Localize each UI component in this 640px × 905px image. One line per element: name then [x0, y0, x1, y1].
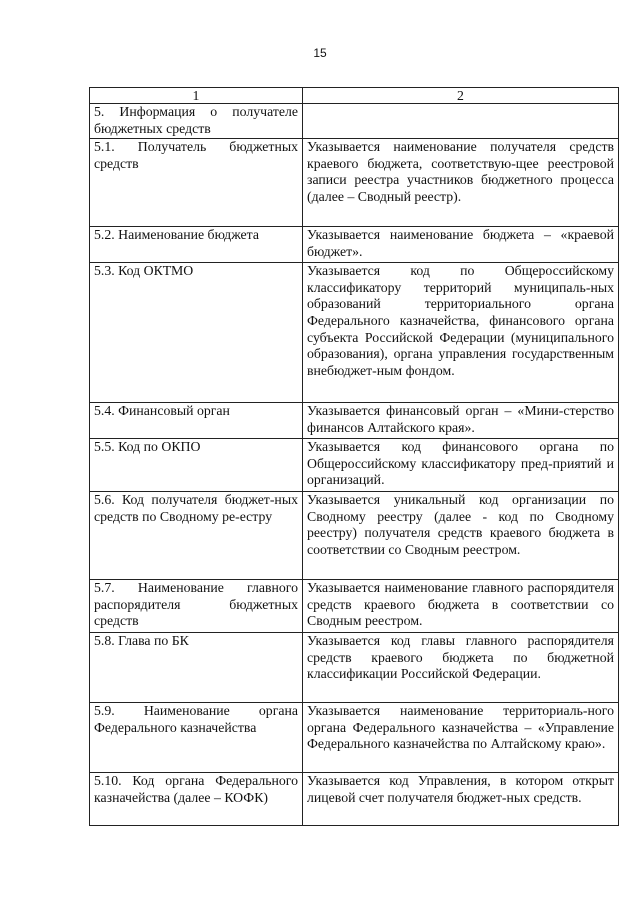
table-row [90, 403, 619, 439]
field-description-cell: Указывается наименование получателя средств краевого бюджета, соответствую-щее реестровой записи реестра участников бюджетного процесса (далее – Сводный реестр). [303, 139, 619, 227]
field-name-cell: 5.10. Код органа Федерального казначейства (далее – КОФК) [90, 773, 303, 826]
field-description-cell: Указывается код главы главного распорядителя средств краевого бюджета по бюджетной классификации Российской Федерации. [303, 633, 619, 703]
page-number: 15 [313, 46, 327, 60]
field-name-cell: 5.9. Наименование органа Федерального казначейства [90, 703, 303, 773]
field-description-cell: Указывается код по Общероссийскому классификатору территорий муниципаль-ных образований территориального органа Федерального казначейства, финансового органа субъекта Российской Федерации (муниципального образования), органа управления государственным внебюджет-ным фондом. [303, 263, 619, 403]
field-name-cell: 5.4. Финансовый орган [90, 403, 303, 439]
table-row [90, 227, 619, 263]
table-header-row [90, 88, 619, 104]
field-name-cell: 5.6. Код получателя бюджет-ных средств по Сводному ре-естру [90, 492, 303, 580]
table-row [90, 439, 619, 492]
field-name-cell: 5. Информация о получателе бюджетных средств [90, 104, 303, 139]
field-name-cell: 5.2. Наименование бюджета [90, 227, 303, 263]
field-description-cell: Указывается код финансового органа по Общероссийскому классификатору пред-приятий и организаций. [303, 439, 619, 492]
field-name-cell: 5.1. Получатель бюджетных средств [90, 139, 303, 227]
field-name-cell: 5.7. Наименование главного распорядителя бюджетных средств [90, 580, 303, 633]
field-description-cell: Указывается наименование главного распорядителя средств краевого бюджета в соответствии со Сводным реестром. [303, 580, 619, 633]
table-row [90, 104, 619, 139]
table-row [90, 139, 619, 227]
table-row [90, 633, 619, 703]
document-table [89, 87, 619, 826]
table-row [90, 263, 619, 403]
column-header-1: 1 [90, 88, 303, 104]
field-description-cell: Указывается наименование территориаль-ного органа Федерального казначейства – «Управление Федерального казначейства по Алтайскому краю». [303, 703, 619, 773]
field-description-cell: Указывается уникальный код организации по Сводному реестру (далее - код по Сводному реестру) получателя средств краевого бюджета в соответствии со Сводным реестром. [303, 492, 619, 580]
table-row [90, 580, 619, 633]
field-description-cell [303, 104, 619, 139]
table-row [90, 773, 619, 826]
table-row [90, 703, 619, 773]
field-description-cell: Указывается наименование бюджета – «краевой бюджет». [303, 227, 619, 263]
column-header-2: 2 [303, 88, 619, 104]
table-row [90, 492, 619, 580]
field-name-cell: 5.5. Код по ОКПО [90, 439, 303, 492]
field-description-cell: Указывается код Управления, в котором открыт лицевой счет получателя бюджет-ных средств. [303, 773, 619, 826]
field-name-cell: 5.8. Глава по БК [90, 633, 303, 703]
field-name-cell: 5.3. Код ОКТМО [90, 263, 303, 403]
field-description-cell: Указывается финансовый орган – «Мини-стерство финансов Алтайского края». [303, 403, 619, 439]
